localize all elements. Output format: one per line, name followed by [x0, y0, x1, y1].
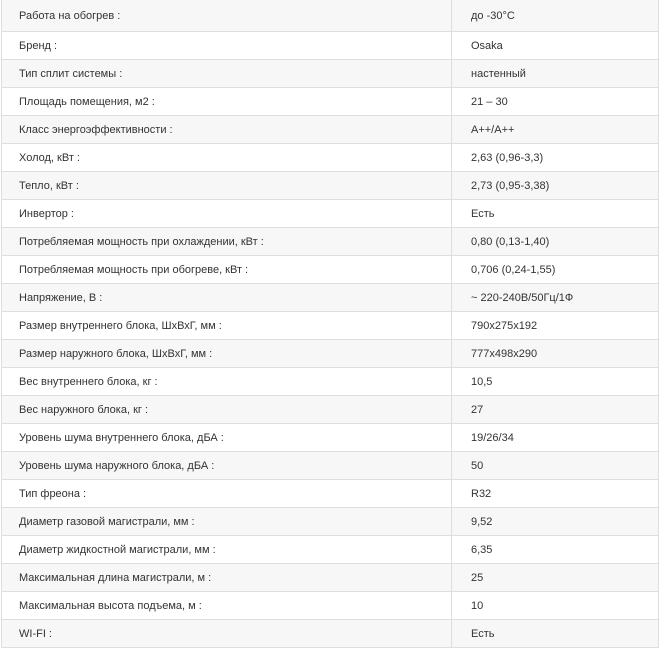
spec-name: Работа на обогрев : [2, 0, 452, 31]
spec-value: 9,52 [471, 515, 493, 528]
spec-name: Максимальная высота подъема, м : [2, 592, 452, 619]
spec-name: Холод, кВт : [2, 144, 452, 171]
spec-row-cooling-power [2, 144, 658, 172]
spec-value: Есть [471, 207, 495, 220]
spec-name: Уровень шума наружного блока, дБА : [2, 452, 452, 479]
spec-name: Максимальная длина магистрали, м : [2, 564, 452, 591]
spec-row-indoor-noise [2, 424, 658, 452]
spec-name: Диаметр газовой магистрали, мм : [2, 508, 452, 535]
spec-name: WI-FI : [2, 620, 452, 647]
spec-row-max-line-length [2, 564, 658, 592]
spec-value: R32 [471, 487, 492, 500]
spec-name: Напряжение, В : [2, 284, 452, 311]
spec-row-heating-power [2, 172, 658, 200]
spec-name: Диаметр жидкостной магистрали, мм : [2, 536, 452, 563]
spec-row-inverter [2, 200, 658, 228]
spec-name: Тепло, кВт : [2, 172, 452, 199]
spec-name: Размер внутреннего блока, ШхВхГ, мм : [2, 312, 452, 339]
spec-name: Инвертор : [2, 200, 452, 227]
spec-row-voltage [2, 284, 658, 312]
spec-row-liquid-line-diameter [2, 536, 658, 564]
spec-row-outdoor-weight [2, 396, 658, 424]
spec-value: 2,73 (0,95-3,38) [471, 179, 550, 192]
spec-name: Класс энергоэффективности : [2, 116, 452, 143]
spec-value: 25 [471, 571, 484, 584]
spec-name: Бренд : [2, 32, 452, 59]
spec-name: Тип сплит системы : [2, 60, 452, 87]
spec-row-energy-class [2, 116, 658, 144]
spec-row-room-area [2, 88, 658, 116]
spec-row-outdoor-noise [2, 452, 658, 480]
spec-value: 790x275x192 [471, 319, 538, 332]
spec-row-split-type [2, 60, 658, 88]
spec-value: настенный [471, 67, 526, 80]
spec-name: Площадь помещения, м2 : [2, 88, 452, 115]
spec-row-indoor-size [2, 312, 658, 340]
spec-row-wifi [2, 620, 658, 648]
spec-row-indoor-weight [2, 368, 658, 396]
spec-row-outdoor-size [2, 340, 658, 368]
spec-name: Потребляемая мощность при охлаждении, кВт : [2, 228, 452, 255]
spec-row-heating-operation [2, 0, 658, 32]
spec-value: 0,80 (0,13-1,40) [471, 235, 550, 248]
spec-value: 2,63 (0,96-3,3) [471, 151, 544, 164]
spec-row-gas-line-diameter [2, 508, 658, 536]
spec-row-cooling-consumption [2, 228, 658, 256]
spec-value: ~ 220-240В/50Гц/1Ф [471, 291, 574, 304]
spec-value: 10 [471, 599, 484, 612]
spec-row-refrigerant [2, 480, 658, 508]
spec-value: Osaka [471, 39, 503, 52]
spec-value: 50 [471, 459, 484, 472]
spec-row-heating-consumption [2, 256, 658, 284]
spec-name: Вес наружного блока, кг : [2, 396, 452, 423]
spec-name: Уровень шума внутреннего блока, дБА : [2, 424, 452, 451]
spec-value: до -30°С [471, 9, 515, 22]
spec-table [1, 0, 659, 648]
spec-value: Есть [471, 627, 495, 640]
spec-row-brand [2, 32, 658, 60]
spec-row-max-lift-height [2, 592, 658, 620]
spec-value: 21 – 30 [471, 95, 508, 108]
spec-name: Вес внутреннего блока, кг : [2, 368, 452, 395]
spec-value: 19/26/34 [471, 431, 514, 444]
spec-name: Размер наружного блока, ШхВхГ, мм : [2, 340, 452, 367]
spec-name: Потребляемая мощность при обогреве, кВт : [2, 256, 452, 283]
spec-value: 10,5 [471, 375, 493, 388]
spec-name: Тип фреона : [2, 480, 452, 507]
spec-value: 6,35 [471, 543, 493, 556]
spec-value: 0,706 (0,24-1,55) [471, 263, 556, 276]
spec-value: A++/A++ [471, 123, 515, 136]
spec-value: 27 [471, 403, 484, 416]
spec-value: 777x498x290 [471, 347, 538, 360]
